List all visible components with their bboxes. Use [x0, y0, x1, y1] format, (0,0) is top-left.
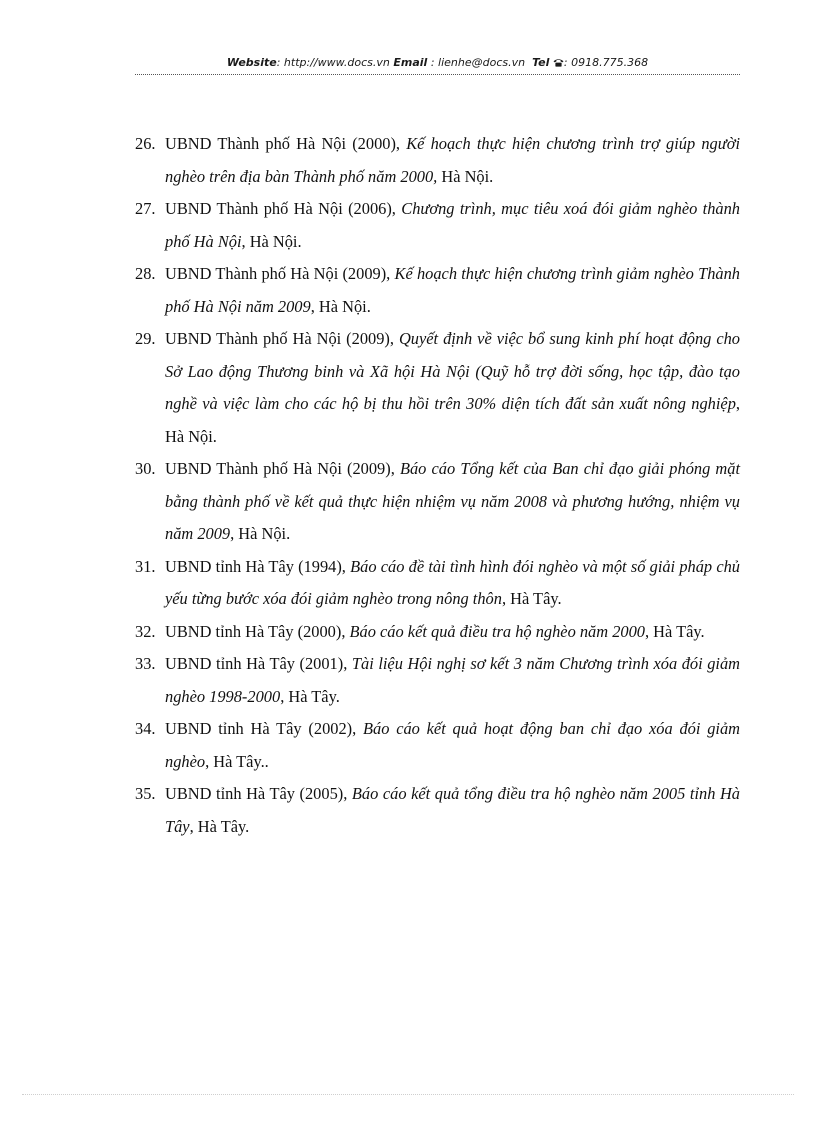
reference-author: UBND Thành phố Hà Nội (2000), — [165, 134, 407, 153]
reference-number: 35. — [135, 784, 156, 803]
reference-title: Kế hoạch thực hiện chương trình giảm nghèo Thành phố Hà Nội năm 2009 — [165, 264, 741, 316]
reference-place: , Hà Tây.. — [205, 751, 269, 771]
website-value: : http://www.docs.vn — [276, 56, 390, 69]
reference-number: 34. — [135, 719, 156, 738]
reference-author: UBND tỉnh Hà Tây (2001), — [165, 654, 352, 673]
reference-place: , Hà Nội. — [310, 296, 371, 316]
reference-title: Báo cáo kết quả hoạt động ban chỉ đạo xóa đói giảm nghèo — [165, 719, 740, 771]
tel-value: : 0918.775.368 — [563, 56, 649, 69]
reference-title: Tài liệu Hội nghị sơ kết 3 năm Chương trình xóa đói giảm nghèo 1998-2000 — [165, 654, 741, 706]
reference-item — [135, 616, 740, 649]
reference-number: 27. — [135, 199, 156, 218]
reference-place: , Hà Nội. — [230, 524, 291, 543]
reference-item — [135, 648, 740, 713]
page-header — [135, 56, 740, 69]
reference-place: , Hà Tây. — [644, 621, 705, 641]
email-value: : lienhe@docs.vn — [430, 56, 526, 69]
reference-title: Quyết định về việc bổ sung kinh phí hoạt động cho Sở Lao động Thương binh và Xã hội Hà Nội (Quỹ hỗ trợ đời sống, học tập, đào tạo nghề và việc làm cho các hộ bị thu hồi trên 30% diện tích đất sản xuất nông nghiệp — [165, 329, 740, 413]
reference-author: UBND Thành phố Hà Nội (2006), — [165, 199, 402, 218]
reference-title: Chương trình, mục tiêu xoá đói giảm nghèo thành phố Hà Nội — [165, 199, 740, 251]
reference-number: 30. — [135, 459, 156, 478]
reference-place: , Hà Tây. — [189, 816, 250, 836]
reference-number: 32. — [135, 621, 156, 641]
reference-author: UBND tỉnh Hà Tây (1994), — [165, 556, 351, 576]
reference-author: UBND tỉnh Hà Tây (2000), — [165, 621, 350, 641]
reference-item — [135, 713, 740, 778]
reference-place: , Hà Tây. — [501, 589, 562, 608]
reference-place: Hà Nội. — [437, 166, 494, 186]
email-label: Email — [393, 56, 428, 69]
reference-title: Báo cáo đề tài tình hình đói nghèo và một số giải pháp chủ yếu từng bước xóa đói giảm nghèo trong nông thôn — [165, 556, 740, 608]
reference-title: Báo cáo kết quả điều tra hộ nghèo năm 2000 — [349, 621, 645, 641]
reference-item — [135, 193, 740, 258]
reference-place: , Hà Tây. — [280, 686, 340, 706]
tel-label: Tel — [532, 56, 550, 69]
reference-author: UBND Thành phố Hà Nội (2009), — [165, 459, 400, 478]
reference-number: 33. — [135, 654, 156, 673]
reference-number: 31. — [135, 556, 156, 576]
reference-author: UBND Thành phố Hà Nội (2009), — [165, 329, 399, 348]
reference-item — [135, 551, 740, 616]
reference-title: Kế hoạch thực hiện chương trình trợ giúp người nghèo trên địa bàn Thành phố năm 2000, — [165, 134, 740, 186]
website-label: Website — [226, 56, 277, 69]
reference-author: UBND Thành phố Hà Nội (2009), — [165, 264, 395, 283]
reference-title: Báo cáo kết quả tổng điều tra hộ nghèo năm 2005 tỉnh Hà Tây — [165, 784, 741, 836]
footer-divider — [22, 1094, 794, 1095]
reference-place: , Hà Nội. — [241, 231, 302, 251]
reference-title: Báo cáo Tổng kết của Ban chỉ đạo giải phóng mặt bằng thành phố về kết quả thực hiện nhiệm vụ năm 2008 và phương hướng, nhiệm vụ năm 2009 — [165, 459, 741, 543]
reference-author: UBND tỉnh Hà Tây (2005), — [165, 784, 352, 803]
reference-number: 28. — [135, 264, 156, 283]
reference-item — [135, 128, 740, 193]
reference-place: , Hà Nội. — [165, 394, 740, 446]
reference-item — [135, 778, 740, 843]
reference-item — [135, 258, 740, 323]
reference-number: 26. — [135, 134, 156, 153]
header-divider — [135, 74, 740, 75]
reference-number: 29. — [135, 329, 156, 348]
reference-item — [135, 323, 740, 453]
reference-author: UBND tỉnh Hà Tây (2002), — [165, 719, 363, 738]
reference-list — [135, 128, 740, 843]
telephone-icon — [553, 56, 564, 69]
reference-item — [135, 453, 740, 551]
